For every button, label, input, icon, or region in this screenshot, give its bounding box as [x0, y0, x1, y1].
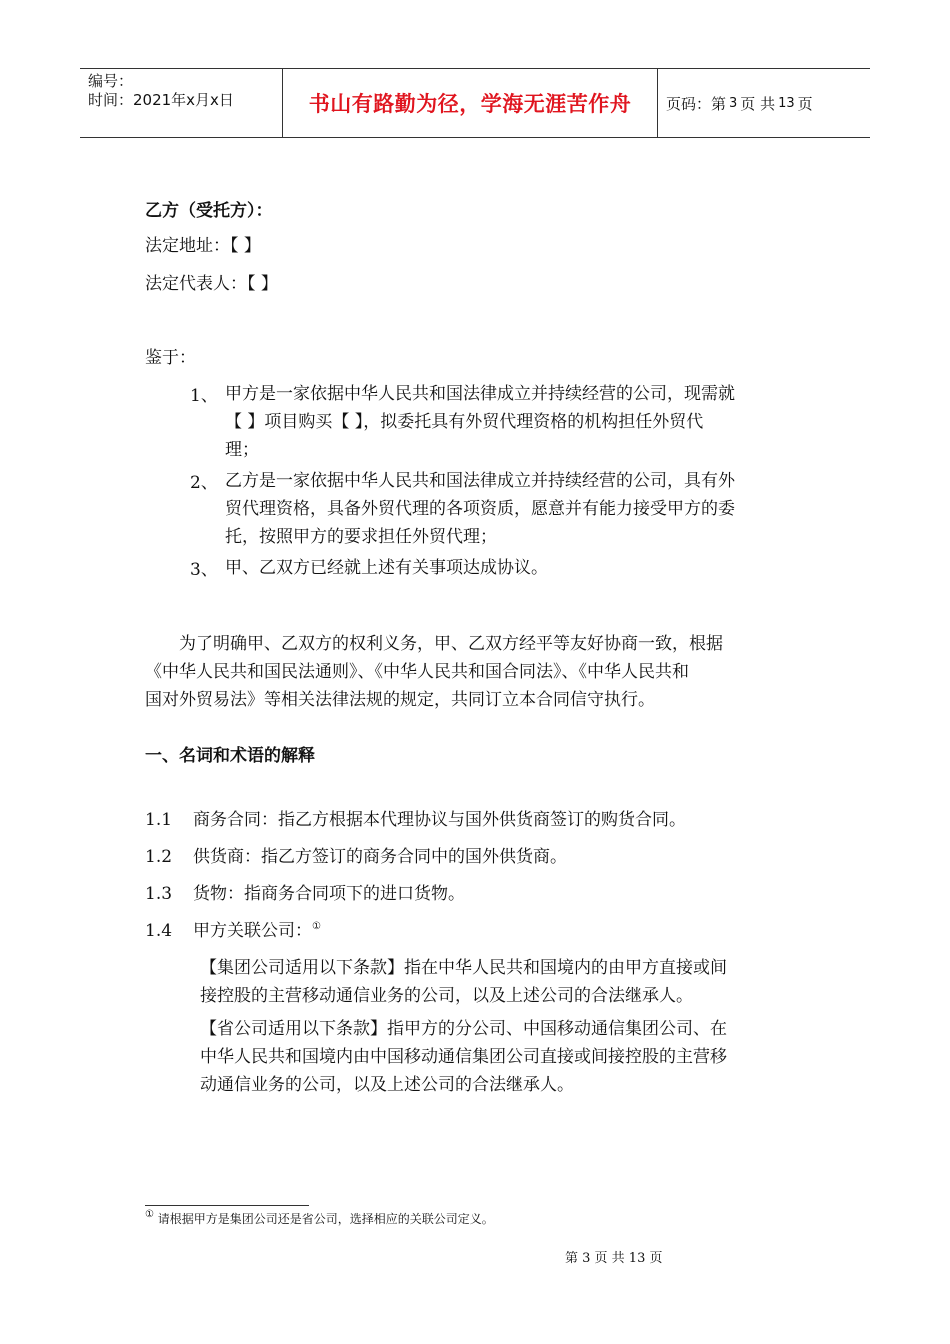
- whereas-item-line: 甲、乙双方已经就上述有关事项达成协议。: [225, 558, 548, 578]
- footnote: [145, 1211, 494, 1227]
- whereas-item-line: 乙方是一家依据中华人民共和国法律成立并持续经营的公司，具有外: [225, 471, 735, 491]
- time-label: 时间：2021年x月x日: [88, 91, 234, 109]
- footnote-mark: ①: [312, 921, 321, 932]
- footnote-mark: ①: [145, 1209, 154, 1220]
- preamble-line: 为了明确甲、乙双方的权利义务，甲、乙双方经平等友好协商一致，根据: [179, 634, 723, 654]
- whereas-label: 鉴于：: [145, 348, 196, 368]
- whereas-item-line: 托，按照甲方的要求担任外贸代理；: [225, 527, 497, 547]
- motto: 书山有路勤为径，学海无涯苦作舟: [308, 92, 632, 116]
- term-text: 货物：指商务合同项下的进口货物。: [193, 884, 465, 904]
- whereas-item-line: 贸代理资格，具备外贸代理的各项资质，愿意并有能力接受甲方的委: [225, 499, 735, 519]
- whereas-item-num: 2、: [190, 473, 218, 493]
- page-middle: 页 共: [740, 94, 776, 113]
- province-clause: [200, 1015, 820, 1099]
- whereas-item-num: 1、: [190, 386, 218, 406]
- number-label: 编号：: [88, 72, 134, 90]
- page-footer: 第 3 页 共 13 页: [565, 1251, 663, 1266]
- group-clause-line: 接控股的主营移动通信业务的公司，以及上述公司的合法继承人。: [200, 986, 693, 1006]
- group-clause: [200, 954, 820, 1010]
- province-clause-line: 中华人民共和国境内由中国移动通信集团公司直接或间接控股的主营移: [200, 1047, 727, 1067]
- term-text: 商务合同：指乙方根据本代理协议与国外供货商签订的购货合同。: [193, 810, 686, 830]
- page-current: 3: [729, 95, 738, 111]
- party-b-title: 乙方（受托方）：: [145, 201, 273, 221]
- whereas-item: [225, 554, 815, 582]
- section-title: 一、名词和术语的解释: [145, 746, 315, 766]
- footnote-text: 请根据甲方是集团公司还是省公司，选择相应的关联公司定义。: [157, 1212, 494, 1226]
- page-suffix: 页: [797, 94, 813, 113]
- page-total: 13: [778, 95, 795, 111]
- page-prefix: 页码：第: [666, 94, 727, 113]
- province-clause-line: 【省公司适用以下条款】指甲方的分公司、中国移动通信集团公司、在: [200, 1019, 727, 1039]
- term-text: [193, 921, 321, 941]
- whereas-item-line: 【 】项目购买【 】，拟委托具有外贸代理资格的机构担任外贸代: [225, 412, 704, 432]
- term-text-label: 甲方关联公司：: [193, 921, 312, 941]
- term-num: 1.1: [145, 810, 173, 830]
- whereas-item-num: 3、: [190, 560, 218, 580]
- party-b-address: 法定地址：【 】: [145, 236, 261, 256]
- preamble-line: 国对外贸易法》等相关法律法规的规定，共同订立本合同信守执行。: [145, 690, 655, 710]
- header-page-cell: [658, 69, 870, 137]
- term-num: 1.3: [145, 884, 173, 904]
- group-clause-line: 【集团公司适用以下条款】指在中华人民共和国境内的由甲方直接或间: [200, 958, 727, 978]
- province-clause-line: 动通信业务的公司，以及上述公司的合法继承人。: [200, 1075, 574, 1095]
- preamble: [145, 630, 825, 714]
- term-num: 1.4: [145, 921, 173, 941]
- whereas-item-line: 理；: [225, 440, 259, 460]
- whereas-item-line: 甲方是一家依据中华人民共和国法律成立并持续经营的公司，现需就: [225, 384, 735, 404]
- page-header: [80, 68, 870, 138]
- footnote-divider: [145, 1205, 309, 1206]
- term-num: 1.2: [145, 847, 173, 867]
- whereas-item: [225, 467, 815, 551]
- header-left-cell: [80, 69, 282, 137]
- party-b-representative: 法定代表人：【 】: [145, 274, 278, 294]
- whereas-item: [225, 380, 815, 464]
- header-motto-cell: [282, 69, 658, 137]
- term-text: 供货商：指乙方签订的商务合同中的国外供货商。: [193, 847, 567, 867]
- preamble-line: 《中华人民共和国民法通则》、《中华人民共和国合同法》、《中华人民共和: [145, 662, 689, 682]
